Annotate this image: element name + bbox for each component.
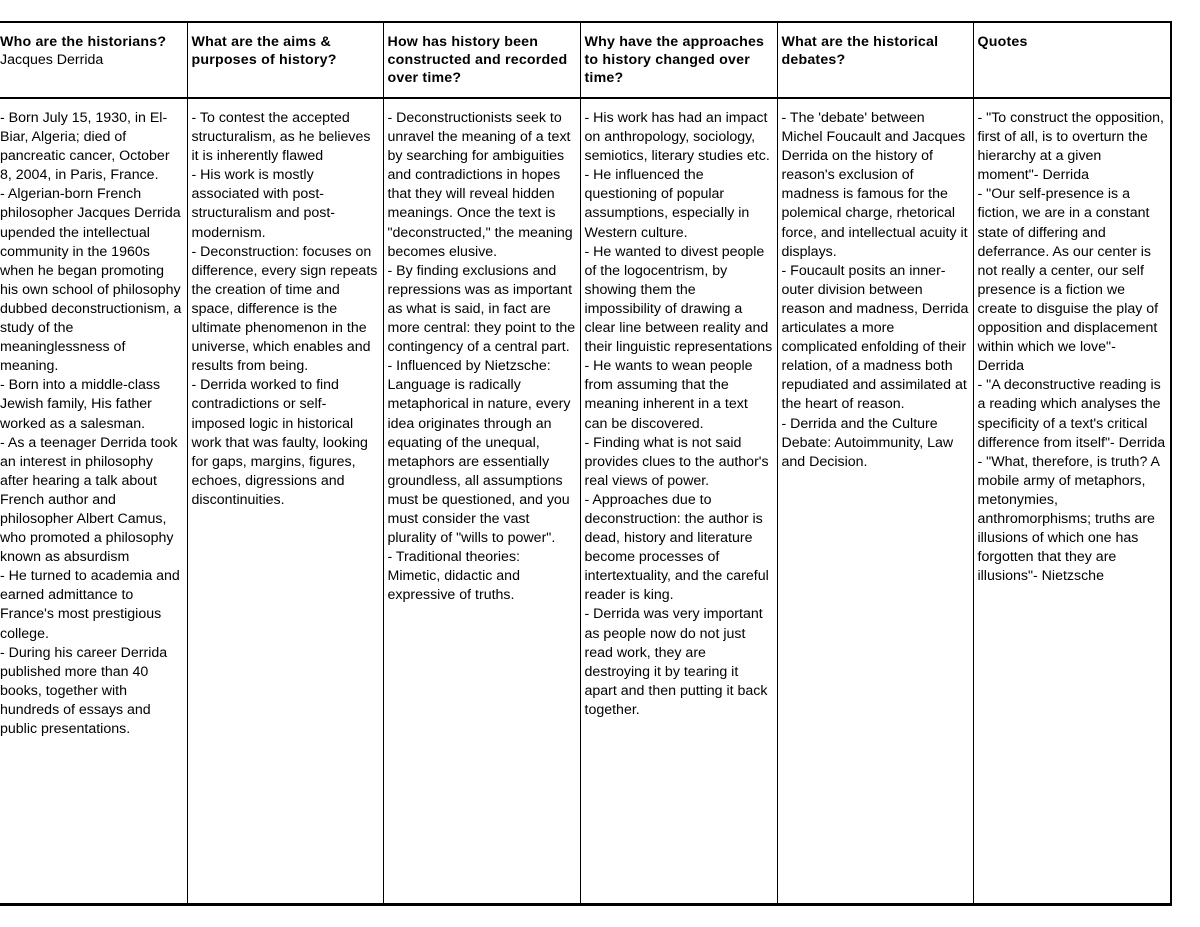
quotes-text: - "To construct the opposition, first of all, is to overturn the hierarchy at a given moment"- Derrida - "Our self-presence is a fiction, we are in a constant state of differing and deferrance. As our center is not really a center, our self presence is a fiction we create to disguise the play of opposition and displacement within which we love"- Derrida - "A deconstructive reading is a reading which analyses the specificity of a text's critical difference from itself"- Derrida - "What, therefore, is truth? A mobile army of metaphors, metonymies, anthromorphisms; truths are illusions of which one has forgotten that they are illusions"- Nietzsche: [977, 110, 1166, 585]
header-cell-constructed: [383, 22, 580, 98]
header-aims-label: What are the aims & purposes of history?: [191, 34, 337, 68]
debates-text: - The 'debate' between Michel Foucault and Jacques Derrida on the history of reason's exclusion of madness is famous for the polemical charge, rhetorical force, and intellectual acuity it displays. - Foucault posits an inner-outer division between reason and madness, Derrida articulates a more complicated enfolding of their relation, of a madness both repudiated and assimilated at the heart of reason. - Derrida and the Culture Debate: Autoimmunity, Law and Decision.: [781, 110, 969, 470]
cell-debates: [777, 98, 973, 905]
header-historians-label: Who are the historians?: [0, 34, 167, 50]
cell-quotes: [973, 98, 1171, 905]
aims-text: - To contest the accepted structuralism, as he believes it is inherently flawed - His work is mostly associated with post-structuralism and post-modernism. - Deconstruction: focuses on difference, every sign repeats the creation of time and space, difference is the ultimate phenomenon in the universe, which enables and results from being. - Derrida worked to find contradictions or self-imposed logic in historical work that was faulty, looking for gaps, margins, figures, echoes, digressions and discontinuities.: [191, 110, 378, 508]
constructed-text: - Deconstructionists seek to unravel the meaning of a text by searching for ambiguities and contradictions in hopes that they will reveal hidden meanings. Once the text is "deconstructed," the meaning becomes elusive. - By finding exclusions and repressions was as important as what is said, in fact are more central: they point to the contingency of a central part. - Influenced by Nietzsche: Language is radically metaphorical in nature, every idea originates through an equating of the unequal, metaphors are essentially groundless, all assumptions must be questioned, and you must consider the vast plurality of "wills to power". - Traditional theories: Mimetic, didactic and expressive of truths.: [387, 110, 576, 604]
table-header-row: [0, 22, 1171, 98]
header-cell-aims: [187, 22, 383, 98]
header-cell-debates: [777, 22, 973, 98]
cell-historians: [0, 98, 187, 905]
header-debates-label: What are the historical debates?: [781, 34, 939, 68]
cell-constructed: [383, 98, 580, 905]
approaches-text: - His work has had an impact on anthropology, sociology, semiotics, literary studies etc. - He influenced the questioning of popular assumptions, especially in Western culture. - He wanted to divest people of the logocentrism, by showing them the impossibility of drawing a clear line between reality and their linguistic representations - He wants to wean people from assuming that the meaning inherent in a text can be discovered. - Finding what is not said provides clues to the author's real views of power. - Approaches due to deconstruction: the author is dead, history and literature become processes of intertextuality, and the careful reader is king. - Derrida was very important as people now do not just read work, they are destroying it by tearing it apart and then putting it back together.: [584, 110, 773, 718]
header-approaches-label: Why have the approaches to history changed over time?: [584, 34, 765, 86]
header-cell-approaches: [580, 22, 777, 98]
historians-table: [0, 21, 1172, 906]
cell-approaches: [580, 98, 777, 905]
header-constructed-label: How has history been constructed and recorded over time?: [387, 34, 568, 86]
header-cell-quotes: [973, 22, 1171, 98]
header-quotes-label: Quotes: [977, 34, 1028, 50]
historians-text: - Born July 15, 1930, in El-Biar, Algeria; died of pancreatic cancer, October 8, 2004, in Paris, France. - Algerian-born French philosopher Jacques Derrida upended the intellectual community in the 1960s when he began promoting his own school of philosophy dubbed deconstructionism, a study of the meaninglessness of meaning. - Born into a middle-class Jewish family, His father worked as a salesman. - As a teenager Derrida took an interest in philosophy after hearing a talk about French author and philosopher Albert Camus, who promoted a philosophy known as absurdism - He turned to academia and earned admittance to France's most prestigious college. - During his career Derrida published more than 40 books, together with hundreds of essays and public presentations.: [0, 110, 182, 737]
cell-aims: [187, 98, 383, 905]
table-row: [0, 98, 1171, 905]
header-historian-name: Jacques Derrida: [0, 52, 104, 68]
header-cell-historians: [0, 22, 187, 98]
